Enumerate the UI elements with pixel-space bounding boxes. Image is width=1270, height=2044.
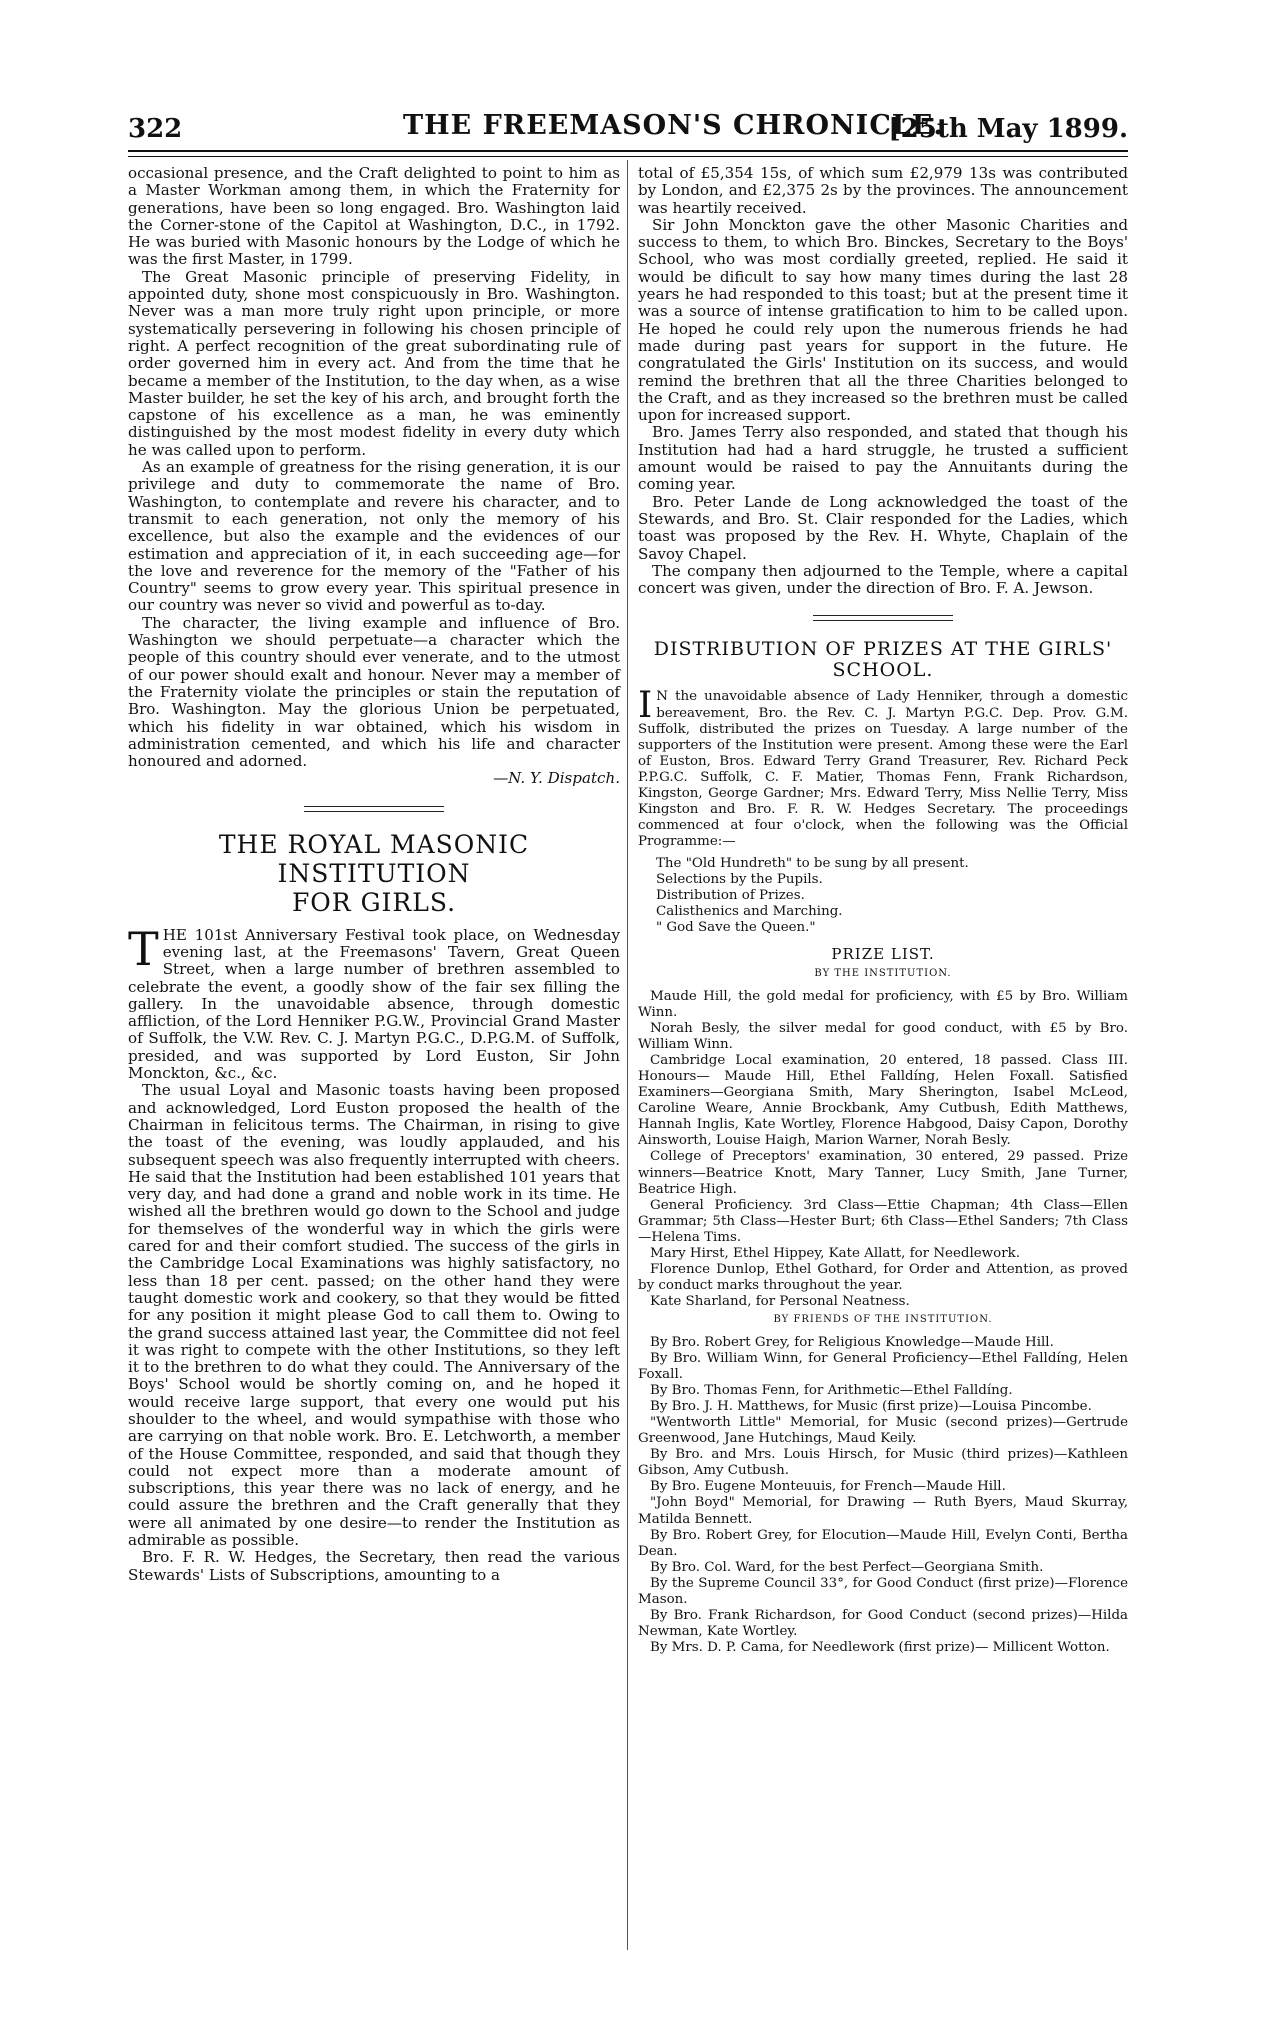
page-header: [128, 110, 1128, 150]
section-heading-line: DISTRIBUTION OF PRIZES AT THE GIRLS': [653, 638, 1113, 661]
prize-entry: By Bro. Robert Grey, for Religious Knowledge—Maude Hill.: [650, 1334, 1054, 1350]
prize-entry: Cambridge Local examination, 20 entered, 18 passed. Class III. Honours— Maude Hill, Ethel Falldíng, Helen Foxall. Satisfied Examiners—Georgiana Smith, Mary Sherington, Isabel McLeod, Caroline Weare, Annie Brockbank, Amy Cutbush, Edith Matthews, Hannah Inglis, Kate Wortley, Florence Habgood, Daisy Capon, Dorothy Ainsworth, Louise Haigh, Marion Warner, Norah Besly.: [638, 1052, 1128, 1149]
prize-subheading: BY THE INSTITUTION.: [814, 968, 952, 980]
prize-entry: "Wentworth Little" Memorial, for Music (second prizes)—Gertrude Greenwood, Jane Hutchings, Maud Keily.: [638, 1414, 1128, 1447]
right-column: [638, 165, 1128, 1656]
section-heading-line: FOR GIRLS.: [291, 887, 457, 917]
drop-cap: I: [638, 685, 653, 727]
section-first-paragraph: [638, 685, 1128, 850]
paragraph: The Great Masonic principle of preserving Fidelity, in appointed duty, shone most conspicuously in Bro. Washington. Never was a man more truly right upon principle, or more systematically persevering in following his chosen principle of right. A perfect recognition of the great subordinating rule of order governed him in every act. And from the time that he became a member of the Institution, to the day when, as a wise Master builder, he set the key of his arch, and brought forth the capstone of his excellence as a man, he was eminently distinguished by the most modest fidelity in every duty which he was called upon to perform.: [128, 267, 620, 459]
section-heading: [128, 830, 620, 917]
paragraph: The character, the living example and influence of Bro. Washington we should perpetuate—a character which the people of this country should ever venerate, and to the utmost of our power should exalt and honour. Never may a member of the Fraternity violate the principles or stain the reputation of Bro. Washington. May the glorious Union be perpetuated, which his fidelity in war obtained, which his wisdom in administration cemented, and which his life and character honoured and adorned.: [128, 613, 620, 771]
section-heading-line: SCHOOL.: [832, 659, 934, 682]
programme-item: The "Old Hundreth" to be sung by all present.: [656, 856, 969, 872]
paragraph: occasional presence, and the Craft delighted to point to him as a Master Workman among them, in which the Fraternity for generations, have been so long engaged. Bro. Washington laid the Corner-stone of the Capitol at Washington, D.C., in 1792. He was buried with Masonic honours by the Lodge of which he was the first Master, in 1799.: [128, 164, 620, 269]
programme-item: Distribution of Prizes.: [656, 888, 805, 904]
prize-entry: "John Boyd" Memorial, for Drawing — Ruth Byers, Maud Skurray, Matilda Bennett.: [638, 1495, 1128, 1527]
prize-entry: By Bro. Col. Ward, for the best Perfect—Georgiana Smith.: [650, 1559, 1044, 1575]
programme-item: Selections by the Pupils.: [656, 872, 823, 888]
left-column: [128, 165, 620, 1584]
section-heading-line: THE ROYAL MASONIC INSTITUTION: [218, 829, 530, 888]
paragraph: Sir John Monckton gave the other Masonic Charities and success to them, to which Bro. Binckes, Secretary to the Boys' School, who was most cordially greeted, replied. He said it would be dificult to say how many times during the last 28 years he had responded to this toast; but at the present time it was a source of intense gratification to him to be called upon. He hoped he could rely upon the numerous friends he had made during past years for support in the future. He congratulated the Girls' Institution on its success, and would remind the brethren that all the three Charities belonged to the Craft, and as they increased so the brethren must be called upon for increased support.: [638, 215, 1128, 425]
attribution: —N. Y. Dispatch.: [493, 769, 620, 788]
prize-entry: By Bro. Eugene Monteuuis, for French—Maude Hill.: [650, 1479, 1006, 1495]
prize-entry: By Bro. and Mrs. Louis Hirsch, for Music (third prizes)—Kathleen Gibson, Amy Cutbush.: [638, 1447, 1128, 1479]
column-divider: [627, 160, 628, 1950]
section-first-paragraph: [128, 921, 620, 1083]
paragraph: The usual Loyal and Masonic toasts having been proposed and acknowledged, Lord Euston proposed the health of the Chairman in felicitous terms. The Chairman, in rising to give the toast of the evening, was loudly applauded, and his subsequent speech was also frequently interrupted with cheers. He said that the Institution had been established 101 years that very day, and had done a grand and noble work in its time. He wished all the brethren would go down to the School and judge for themselves of the wonderful way in which the girls were cared for and their comfort studied. The success of the girls in the Cambridge Local Examinations was highly satisfactory, no less than 18 per cent. passed; on the other hand they were taught domestic work and cookery, so that they would be fitted for any position it might please God to call them to. Owing to the grand success attained last year, the Committee did not feel it was right to compete with the other Institutions, so they left it to the brethren to do what they could. The Anniversary of the Boys' School would be shortly coming on, and he hoped it would receive large support, that every one would put his shoulder to the wheel, and would sympathise with those who are carrying on that noble work. Bro. E. Letchworth, a member of the House Committee, responded, and said that though they could not expect more than a moderate amount of subscriptions, this year there was no lack of energy, and he could assure the brethren and the Craft generally that they were all animated by one desire—to render the Institution as admirable as possible.: [128, 1081, 620, 1550]
section-separator: [813, 615, 953, 621]
programme-list: [656, 856, 1128, 936]
paragraph: total of £5,354 15s, of which sum £2,979 13s was contributed by London, and £2,375 2s by the provinces. The announcement was heartily received.: [638, 164, 1128, 217]
section-first-text: N the unavoidable absence of Lady Henniker, through a domestic bereavement, Bro. the Rev. C. J. Martyn P.G.C. Dep. Prov. G.M. Suffolk, distributed the prizes on Tuesday. A large number of the supporters of the Institution were present. Among these were the Earl of Euston, Bros. Edward Terry Grand Treasurer, Rev. Richard Peck P.P.G.C. Suffolk, C. F. Matier, Thomas Fenn, Frank Richardson, Kingston, George Gardner; Mrs. Edward Terry, Miss Nellie Terry, Miss Kingston and Bro. F. R. W. Hedges Secretary. The proceedings commenced at four o'clock, when the following was the Official Programme:—: [638, 689, 1128, 850]
prize-subheading: BY FRIENDS OF THE INSTITUTION.: [773, 1314, 993, 1326]
prize-entry: College of Preceptors' examination, 30 entered, 29 passed. Prize winners—Beatrice Knott, Mary Tanner, Lucy Smith, Jane Turner, Beatrice High.: [638, 1149, 1128, 1197]
page-title: THE FREEMASON'S CHRONICLE.: [403, 110, 944, 141]
prize-entry: By the Supreme Council 33°, for Good Conduct (first prize)—Florence Mason.: [638, 1575, 1128, 1608]
page-date: [25th May 1899.: [888, 114, 1128, 144]
programme-item: Calisthenics and Marching.: [656, 904, 843, 920]
header-rule: [128, 150, 1128, 157]
paragraph: The company then adjourned to the Temple, where a capital concert was given, under the direction of Bro. F. A. Jewson.: [638, 561, 1128, 598]
programme-item: " God Save the Queen.": [656, 920, 816, 936]
prizes-section: [638, 685, 1128, 1656]
paragraph: Bro. Peter Lande de Long acknowledged the toast of the Stewards, and Bro. St. Clair responded for the Ladies, which toast was proposed by the Rev. H. Whyte, Chaplain of the Savoy Chapel.: [638, 492, 1128, 563]
paragraph: Bro. James Terry also responded, and stated that though his Institution had had a hard struggle, he trusted a sufficient amount would be raised to pay the Annuitants during the coming year.: [638, 423, 1128, 494]
paragraph: Bro. F. R. W. Hedges, the Secretary, then read the various Stewards' Lists of Subscriptions, amounting to a: [128, 1548, 620, 1584]
prize-entry: By Bro. J. H. Matthews, for Music (first prize)—Louisa Pincombe.: [650, 1398, 1092, 1414]
prize-entry: Norah Besly, the silver medal for good conduct, with £5 by Bro. William Winn.: [638, 1020, 1128, 1052]
section-heading: [638, 639, 1128, 681]
section-separator: [304, 806, 444, 812]
prize-entry: Mary Hirst, Ethel Hippey, Kate Allatt, for Needlework.: [650, 1246, 1020, 1262]
prize-entry: Maude Hill, the gold medal for proficiency, with £5 by Bro. William Winn.: [638, 988, 1128, 1020]
prize-entry: By Bro. Frank Richardson, for Good Conduct (second prizes)—Hilda Newman, Kate Wortley.: [638, 1608, 1128, 1640]
prize-entry: Florence Dunlop, Ethel Gothard, for Order and Attention, as proved by conduct marks throughout the year.: [638, 1262, 1128, 1294]
drop-cap: T: [128, 921, 159, 976]
prize-entry: By Bro. Robert Grey, for Elocution—Maude Hill, Evelyn Conti, Bertha Dean.: [638, 1527, 1128, 1559]
page-number: 322: [128, 114, 183, 144]
prize-entry: General Proficiency. 3rd Class—Ettie Chapman; 4th Class—Ellen Grammar; 5th Class—Hester Burt; 6th Class—Ethel Sanders; 7th Class—Helena Tims.: [638, 1197, 1128, 1245]
prize-entry: By Bro. William Winn, for General Proficiency—Ethel Falldíng, Helen Foxall.: [638, 1350, 1128, 1382]
paragraph: As an example of greatness for the rising generation, it is our privilege and duty to commemorate the name of Bro. Washington, to contemplate and revere his character, and to transmit to each generation, not only the memory of his excellence, but also the example and the evidences of our estimation and appreciation of it, in each succeeding age—for the love and reverence for the memory of the "Father of his Country" seems to grow every year. This spiritual presence in our country was never so vivid and powerful as to-day.: [128, 458, 620, 615]
section-first-text: HE 101st Anniversary Festival took place, on Wednesday evening last, at the Freemasons' Tavern, Great Queen Street, when a large number of brethren assembled to celebrate the event, a goodly show of the fair sex filling the gallery. In the unavoidable absence, through domestic affliction, of the Lord Henniker P.G.W., Provincial Grand Master of Suffolk, the V.W. Rev. C. J. Martyn P.G.C., D.P.G.M. of Suffolk, presided, and was supported by Lord Euston, Sir John Monckton, &c., &c.: [128, 925, 620, 1083]
prize-entry: By Bro. Thomas Fenn, for Arithmetic—Ethel Falldíng.: [650, 1382, 1013, 1398]
prize-entry: By Mrs. D. P. Cama, for Needlework (first prize)— Millicent Wotton.: [650, 1640, 1110, 1656]
prize-entry: Kate Sharland, for Personal Neatness.: [650, 1294, 910, 1310]
prize-list-title: PRIZE LIST.: [831, 945, 935, 964]
